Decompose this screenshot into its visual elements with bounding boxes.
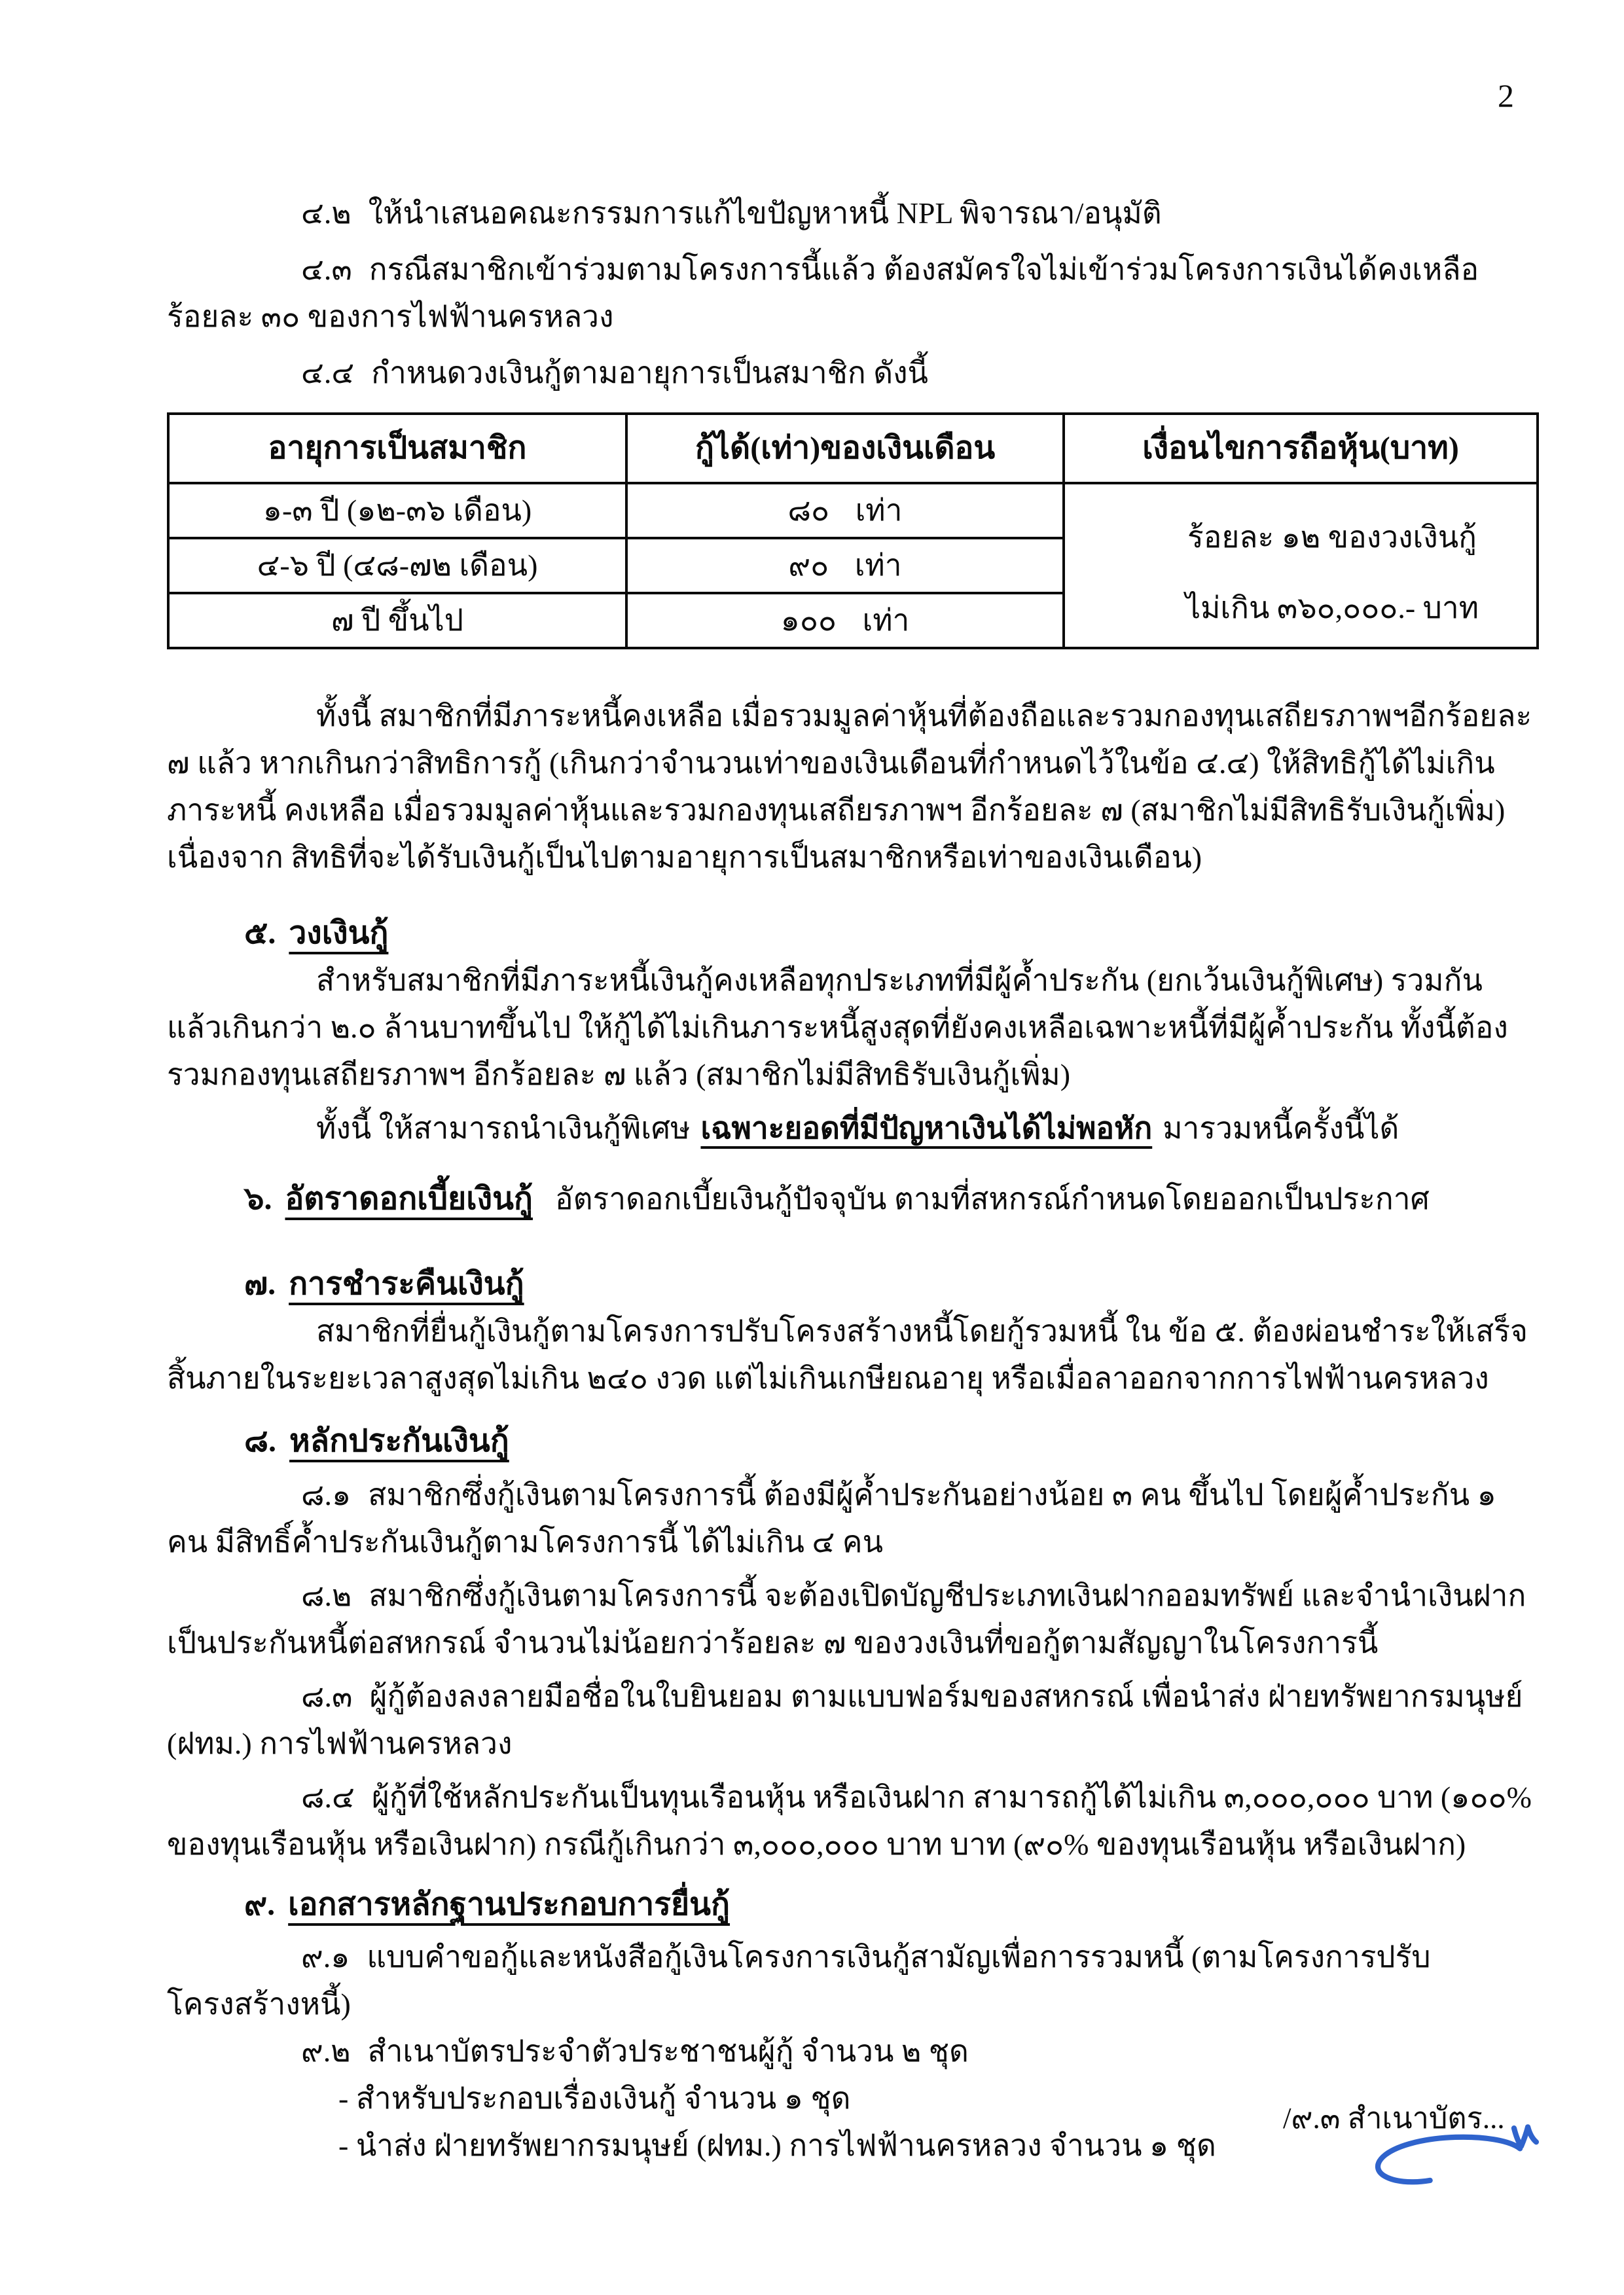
section-5-para-2 [167,1105,1536,1152]
loan-multiple-cell: ๙๐ เท่า [626,538,1064,593]
note-paragraph: ทั้งนี้ สมาชิกที่มีภาระหนี้คงเหลือ เมื่อรวมมูลค่าหุ้นที่ต้องถือและรวมกองทุนเสถียรภาพฯอีกร้อยละ ๗ แล้ว หากเกินกว่าสิทธิการกู้ (เกินกว่าจำนวนเท่าของเงินเดือนที่กำหนดไว้ในข้อ ๔.๔) ให้สิทธิกู้ได้ไม่เกินภาระหนี้ คงเหลือ เมื่อรวมมูลค่าหุ้นและรวมกองทุนเสถียรภาพฯ อีกร้อยละ ๗ (สมาชิกไม่มีสิทธิรับเงินกู้เพิ่ม) เนื่องจาก สิทธิที่จะได้รับเงินกู้เป็นไปตามอายุการเป็นสมาชิกหรือเท่าของเงินเดือน) [167,699,1532,874]
table-header-membership-age: อายุการเป็นสมาชิก [168,414,626,483]
item-4-2-text: ให้นำเสนอคณะกรรมการแก้ไขปัญหาหนี้ NPL พิจารณา/อนุมัติ [368,196,1162,230]
section-5-para-2-suffix: มารวมหนี้ครั้งนี้ได้ [1163,1111,1399,1145]
item-8-1 [167,1472,1536,1566]
item-8-1-text: สมาชิกซึ่งกู้เงินตามโครงการนี้ ต้องมีผู้ค้ำประกันอย่างน้อย ๓ คน ขึ้นไป โดยผู้ค้ำประกัน ๑ คน มีสิทธิ์ค้ำประกันเงินกู้ตามโครงการนี้ ได้ไม่เกิน ๔ คน [167,1478,1496,1559]
section-6-line [244,1176,1536,1223]
dash-item-loan-copy: - สำหรับประกอบเรื่องเงินกู้ จำนวน ๑ ชุด [338,2082,851,2115]
item-9-2-number: ๙.๒ [301,2034,351,2068]
section-7-paragraph: สมาชิกที่ยื่นกู้เงินกู้ตามโครงการปรับโครงสร้างหนี้โดยกู้รวมหนี้ ใน ข้อ ๕. ต้องผ่อนชำระให้เสร็จสิ้นภายในระยะเวลาสูงสุดไม่เกิน ๒๔๐ งวด แต่ไม่เกินเกษียณอายุ หรือเมื่อลาออกจากการไฟฟ้านครหลวง [167,1314,1528,1395]
section-7-heading [244,1261,1536,1308]
document-content [167,190,1536,2169]
item-4-3 [167,246,1536,340]
item-8-3-text: ผู้กู้ต้องลงลายมือชื่อในใบยินยอม ตามแบบฟอร์มของสหกรณ์ เพื่อนำส่ง ฝ่ายทรัพยากรมนุษย์ (ฝทม.) การไฟฟ้านครหลวง [167,1680,1523,1760]
loan-multiple-cell: ๑๐๐ เท่า [626,593,1064,648]
section-5-heading [244,910,1536,957]
item-8-4-text: ผู้กู้ที่ใช้หลักประกันเป็นทุนเรือนหุ้น หรือเงินฝาก สามารถกู้ได้ไม่เกิน ๓,๐๐๐,๐๐๐ บาท (๑๐๐% ของทุนเรือนหุ้น หรือเงินฝาก) กรณีกู้เกินกว่า ๓,๐๐๐,๐๐๐ บาท บาท (๙๐% ของทุนเรือนหุ้น หรือเงินฝาก) [167,1780,1532,1861]
continuation-note: /๙.๓ สำเนาบัตร... [1283,2102,1505,2135]
item-4-3-text: กรณีสมาชิกเข้าร่วมตามโครงการนี้แล้ว ต้องสมัครใจไม่เข้าร่วมโครงการเงินได้คงเหลือ ร้อยละ ๓๐ ของการไฟฟ้านครหลวง [167,253,1479,333]
condition-line-2: ไม่เกิน ๓๖๐,๐๐๐.- บาท [1185,591,1479,624]
item-4-3-number: ๔.๓ [301,253,352,286]
dash-item-hr-copy: - นำส่ง ฝ่ายทรัพยากรมนุษย์ (ฝทม.) การไฟฟ้านครหลวง จำนวน ๑ ชุด [338,2129,1216,2162]
table-header-share-condition: เงื่อนไขการถือหุ้น(บาท) [1064,414,1538,483]
item-9-1-text: แบบคำขอกู้และหนังสือกู้เงินโครงการเงินกู้สามัญเพื่อการรวมหนี้ (ตามโครงการปรับโครงสร้างหนี้) [167,1940,1431,2021]
item-9-2 [167,2028,1536,2075]
section-5-para-2-prefix: ทั้งนี้ ให้สามารถนำเงินกู้พิเศษ [316,1111,691,1145]
section-5-number: ๕. [244,916,276,950]
section-6-number: ๖. [244,1182,272,1216]
section-8-heading [244,1418,1536,1465]
loan-limit-table [167,412,1539,649]
table-header-loan-multiple: กู้ได้(เท่า)ของเงินเดือน [626,414,1064,483]
table-row [168,483,1538,538]
item-8-2 [167,1572,1536,1667]
item-8-3-number: ๘.๓ [301,1680,353,1713]
membership-age-cell: ๗ ปี ขึ้นไป [168,593,626,648]
section-7-number: ๗. [244,1267,276,1301]
page-number: 2 [1498,77,1514,114]
item-4-2 [167,190,1536,237]
membership-age-cell: ๔-๖ ปี (๔๘-๗๒ เดือน) [168,538,626,593]
section-5-para-2-underlined-phrase: เฉพาะยอดที่มีปัญหาเงินได้ไม่พอหัก [700,1111,1153,1145]
section-5-para-1: สำหรับสมาชิกที่มีภาระหนี้เงินกู้คงเหลือทุกประเภทที่มีผู้ค้ำประกัน (ยกเว้นเงินกู้พิเศษ) รวมกันแล้วเกินกว่า ๒.๐ ล้านบาทขึ้นไป ให้กู้ได้ไม่เกินภาระหนี้สูงสุดที่ยังคงเหลือเฉพาะหนี้ที่มีผู้ค้ำประกัน ทั้งนี้ต้องรวมกองทุนเสถียรภาพฯ อีกร้อยละ ๗ แล้ว (สมาชิกไม่มีสิทธิรับเงินกู้เพิ่ม) [167,964,1508,1091]
section-5-title: วงเงินกู้ [289,916,389,950]
item-4-4-number: ๔.๔ [301,356,355,389]
item-9-1 [167,1934,1536,2028]
share-condition-cell [1064,483,1538,648]
section-9-number: ๙. [244,1887,276,1922]
section-8-title: หลักประกันเงินกู้ [289,1424,509,1458]
item-8-3 [167,1673,1536,1767]
item-8-2-number: ๘.๒ [301,1579,352,1612]
item-8-4 [167,1774,1536,1868]
item-9-1-number: ๙.๑ [301,1940,350,1974]
page-footer [1283,2099,1540,2194]
item-9-2-text: สำเนาบัตรประจำตัวประชาชนผู้กู้ จำนวน ๒ ชุด [367,2034,969,2068]
item-8-1-number: ๘.๑ [301,1478,352,1511]
section-7-title: การชำระคืนเงินกู้ [289,1267,524,1301]
item-4-4 [167,350,1536,397]
section-9-title: เอกสารหลักฐานประกอบการยื่นกู้ [288,1887,731,1922]
item-4-2-number: ๔.๒ [301,196,352,230]
section-6-text: อัตราดอกเบี้ยเงินกู้ปัจจุบัน ตามที่สหกรณ์กำหนดโดยออกเป็นประกาศ [554,1182,1430,1216]
membership-age-cell: ๑-๓ ปี (๑๒-๓๖ เดือน) [168,483,626,538]
section-9-heading [244,1881,1536,1928]
section-8-number: ๘. [244,1424,277,1458]
item-8-4-number: ๘.๔ [301,1780,355,1814]
table-header-row [168,414,1538,483]
section-6-title: อัตราดอกเบี้ยเงินกู้ [285,1182,533,1216]
condition-line-1: ร้อยละ ๑๒ ของวงเงินกู้ [1187,520,1477,554]
item-4-4-text: กำหนดวงเงินกู้ตามอายุการเป็นสมาชิก ดังนี้ [371,356,929,389]
loan-multiple-cell: ๘๐ เท่า [626,483,1064,538]
item-8-2-text: สมาชิกซึ่งกู้เงินตามโครงการนี้ จะต้องเปิดบัญชีประเภทเงินฝากออมทรัพย์ และจำนำเงินฝากเป็นประกันหนี้ต่อสหกรณ์ จำนวนไม่น้อยกว่าร้อยละ ๗ ของวงเงินที่ขอกู้ตามสัญญาในโครงการนี้ [167,1579,1526,1659]
